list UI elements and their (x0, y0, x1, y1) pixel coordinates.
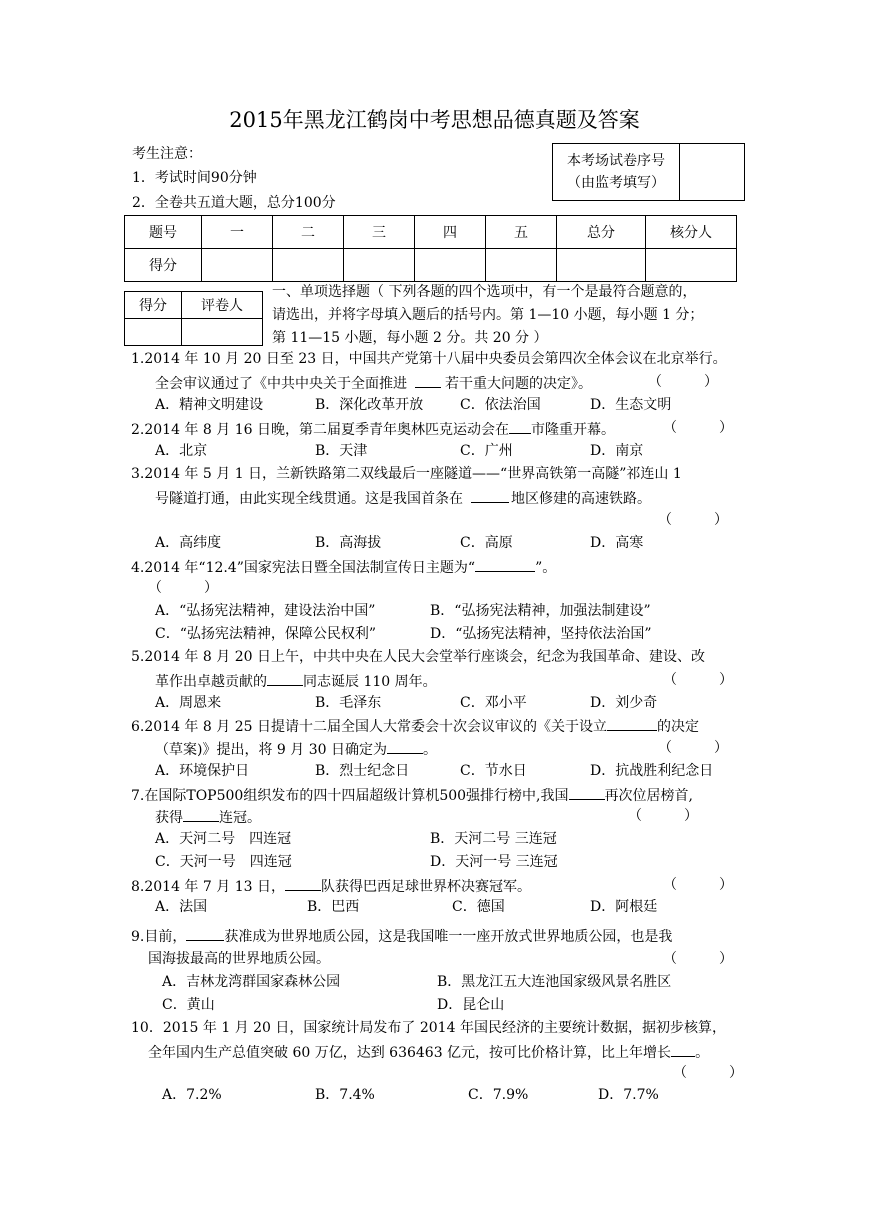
answer-parentheses[interactable]: （ ） (663, 420, 733, 436)
answer-blank[interactable] (183, 809, 219, 822)
question-5-text-a: 革作出卓越贡献的 (155, 674, 267, 690)
option[interactable]: B．黑龙江五大连池国家级风景名胜区 (437, 974, 672, 990)
answer-parentheses[interactable]: （ ） (673, 1065, 743, 1081)
option[interactable]: A．7.2% (162, 1087, 222, 1103)
option[interactable]: D．南京 (590, 443, 644, 459)
answer-blank[interactable] (509, 421, 531, 434)
seat-number-label-line1: 本考场试卷序号 (567, 153, 665, 169)
question-7-line-1 (131, 787, 693, 803)
question-5-line-1: 5.2014 年 8 月 20 日上午，中共中央在人民大会堂举行座谈会，纪念为我国革命、建设、改 (131, 649, 705, 665)
option[interactable]: A．天河二号 四连冠 (155, 831, 292, 847)
question-10-line-2 (148, 1044, 709, 1060)
score-header: 核分人 (646, 216, 737, 249)
page-title: 2015年黑龙江鹤岗中考思想品德真题及答案 (229, 108, 640, 132)
option[interactable]: D．7.7% (598, 1087, 659, 1103)
option[interactable]: A．吉林龙湾群国家森林公园 (162, 974, 341, 990)
notice-line-1: 1．考试时间90分钟 (132, 170, 257, 186)
question-6-text-c: （草案)》提出，将 9 月 30 日确定为 (155, 742, 387, 758)
score-header: 二 (273, 216, 344, 249)
answer-blank[interactable] (285, 878, 321, 891)
option[interactable]: C．邓小平 (460, 695, 527, 711)
answer-parentheses[interactable]: （ ） (663, 877, 733, 893)
option[interactable]: D．阿根廷 (590, 899, 658, 915)
option[interactable]: A．环境保护日 (155, 763, 250, 779)
question-6-text-a: 6.2014 年 8 月 25 日提请十二届全国人大常委会十次会议审议的《关于设立 (131, 719, 607, 735)
notice-line-2: 2．全卷共五道大题，总分100分 (132, 195, 336, 211)
option[interactable]: A．北京 (155, 443, 208, 459)
question-5-text-b: 同志诞辰 110 周年。 (303, 674, 437, 690)
option[interactable]: A．周恩来 (155, 695, 222, 711)
question-2-text-a: 2.2014 年 8 月 16 日晚，第二届夏季青年奥林匹克运动会在 (131, 422, 509, 438)
score-header: 五 (486, 216, 557, 249)
question-2-line-1 (131, 421, 615, 437)
score-header: 一 (202, 216, 273, 249)
question-4-text-a: 4.2014 年“12.4”国家宪法日暨全国法制宣传日主题为“ (131, 560, 476, 576)
option[interactable]: A．法国 (155, 899, 208, 915)
score-row-label: 得分 (125, 249, 202, 282)
option[interactable]: B．7.4% (315, 1087, 375, 1103)
question-3-text-a: 号隧道打通，由此实现全线贯通。这是我国首条在 (155, 491, 463, 507)
question-1-text-b: 若干重大问题的决定》。 (445, 376, 592, 392)
grader-score-cell[interactable] (125, 319, 182, 346)
section1-line-2: 请选出，并将字母填入题后的括号内。第 1—10 小题，每小题 1 分； (272, 307, 704, 323)
option[interactable]: A．精神文明建设 (155, 397, 264, 413)
answer-blank[interactable] (607, 718, 657, 731)
answer-blank[interactable] (671, 1044, 695, 1057)
score-cell[interactable] (557, 249, 646, 282)
option[interactable]: C．节水日 (460, 763, 527, 779)
score-header: 总分 (557, 216, 646, 249)
option[interactable]: B．烈士纪念日 (315, 763, 410, 779)
question-10-text-b: 。 (695, 1045, 710, 1061)
question-10-text-a: 全年国内生产总值突破 60 万亿，达到 636463 亿元，按可比价格计算，比上年增长 (148, 1045, 672, 1061)
answer-blank[interactable] (186, 928, 224, 941)
question-1-line-2 (155, 375, 592, 391)
option[interactable]: C．依法治国 (460, 397, 541, 413)
answer-blank[interactable] (387, 741, 423, 754)
question-9-text-a: 9.目前， (131, 929, 187, 945)
question-1-text-a: 全会审议通过了《中共中央关于全面推进 (155, 376, 407, 392)
notice-heading: 考生注意： (132, 146, 202, 162)
option[interactable]: C．广州 (460, 443, 513, 459)
question-7-text-a: 7.在国际TOP500组织发布的四十四届超级计算机500强排行榜中,我国 (131, 788, 569, 804)
option[interactable]: C．7.9% (468, 1087, 529, 1103)
question-7-text-b: 再次位居榜首, (604, 788, 693, 804)
question-10-line-1: 10．2015 年 1 月 20 日，国家统计局发布了 2014 年国民经济的主要统计数据，据初步核算， (131, 1020, 726, 1036)
question-9-line-1 (131, 928, 672, 944)
option[interactable]: C．高原 (460, 535, 513, 551)
option[interactable]: C．“弘扬宪法精神，保障公民权利” (155, 626, 377, 642)
option[interactable]: B．毛泽东 (315, 695, 382, 711)
answer-parentheses[interactable]: （ ） (663, 672, 733, 688)
score-cell[interactable] (646, 249, 737, 282)
score-header: 题号 (125, 216, 202, 249)
score-cell[interactable] (202, 249, 273, 282)
question-8-text-a: 8.2014 年 7 月 13 日， (131, 879, 285, 895)
option[interactable]: B．“弘扬宪法精神，加强法制建设” (430, 603, 651, 619)
section1-line-3: 第 11—15 小题，每小题 2 分。共 20 分 ） (272, 330, 548, 346)
question-9-text-b: 获准成为世界地质公园，这是我国唯一一座开放式世界地质公园，也是我 (224, 929, 673, 945)
question-6-text-b: 的决定 (656, 719, 699, 735)
score-cell[interactable] (344, 249, 415, 282)
option[interactable]: C．德国 (452, 899, 505, 915)
question-8-text-b: 队获得巴西足球世界杯决赛冠军。 (320, 879, 531, 895)
option[interactable]: D．“弘扬宪法精神，坚持依法治国” (430, 626, 652, 642)
answer-blank[interactable] (475, 559, 535, 572)
question-3-line-1: 3.2014 年 5 月 1 日，兰新铁路第二双线最后一座隧道——“世界高铁第一高隧”祁连山 1 (131, 466, 682, 482)
seat-number-box (552, 143, 745, 201)
option[interactable]: C．天河一号 四连冠 (155, 854, 292, 870)
answer-parentheses[interactable]: （ ） (658, 512, 728, 528)
option[interactable]: B．高海拔 (315, 535, 382, 551)
score-table (124, 215, 737, 282)
option[interactable]: A．“弘扬宪法精神，建设法治中国” (155, 603, 376, 619)
answer-parentheses[interactable]: （ ） (663, 951, 733, 967)
score-header: 四 (415, 216, 486, 249)
question-7-line-2 (155, 809, 261, 825)
question-8-line-1 (131, 878, 531, 894)
grader-name-cell[interactable] (182, 319, 263, 346)
question-5-line-2 (155, 673, 437, 689)
score-cell[interactable] (486, 249, 557, 282)
question-1-line-1: 1.2014 年 10 月 20 日至 23 日，中国共产党第十八届中央委员会第四次全体会议在北京举行。 (131, 351, 727, 367)
question-6-line-2 (155, 741, 437, 757)
option[interactable]: D．刘少奇 (590, 695, 658, 711)
seat-number-label-line2: （由监考填写） (567, 175, 665, 191)
question-7-text-c: 获得 (155, 810, 183, 826)
seat-number-field[interactable] (680, 144, 745, 201)
option[interactable]: B．天津 (315, 443, 368, 459)
option[interactable]: B．天河二号 三连冠 (430, 831, 557, 847)
score-cell[interactable] (415, 249, 486, 282)
score-cell[interactable] (273, 249, 344, 282)
option[interactable]: B．深化改革开放 (315, 397, 424, 413)
answer-parentheses[interactable]: （ ） (648, 374, 718, 390)
answer-blank[interactable] (267, 673, 303, 686)
answer-parentheses[interactable]: （ ） (628, 808, 698, 824)
option[interactable]: D．生态文明 (590, 397, 672, 413)
option[interactable]: C．黄山 (162, 997, 215, 1013)
answer-blank[interactable] (415, 375, 441, 388)
question-7-text-d: 连冠。 (219, 810, 261, 826)
grader-label: 评卷人 (182, 292, 263, 319)
section1-line-1: 一、单项选择题（ 下列各题的四个选项中，有一个是最符合题意的， (272, 284, 697, 300)
question-3-line-2 (155, 490, 651, 506)
question-4-text-b: ”。 (535, 560, 557, 576)
score-header: 三 (344, 216, 415, 249)
option[interactable]: D．高寒 (590, 535, 644, 551)
answer-blank[interactable] (569, 787, 605, 800)
option[interactable]: D．昆仑山 (437, 997, 505, 1013)
question-4-line-1 (131, 559, 556, 575)
option[interactable]: D．抗战胜利纪念日 (590, 763, 714, 779)
question-9-line-2: 国海拔最高的世界地质公园。 (148, 951, 330, 967)
seat-number-label (553, 144, 680, 201)
grader-score-label: 得分 (125, 292, 182, 319)
answer-blank[interactable] (471, 490, 509, 503)
question-3-text-b: 地区修建的高速铁路。 (511, 491, 651, 507)
question-2-text-b: 市隆重开幕。 (530, 422, 615, 438)
grader-box (124, 291, 263, 346)
question-6-text-d: 。 (422, 742, 437, 758)
option[interactable]: B．巴西 (307, 899, 360, 915)
answer-parentheses[interactable]: （ ） (148, 580, 218, 596)
answer-parentheses[interactable]: （ ） (658, 740, 728, 756)
option[interactable]: D．天河一号 三连冠 (430, 854, 558, 870)
option[interactable]: A．高纬度 (155, 535, 222, 551)
question-6-line-1 (131, 718, 699, 734)
